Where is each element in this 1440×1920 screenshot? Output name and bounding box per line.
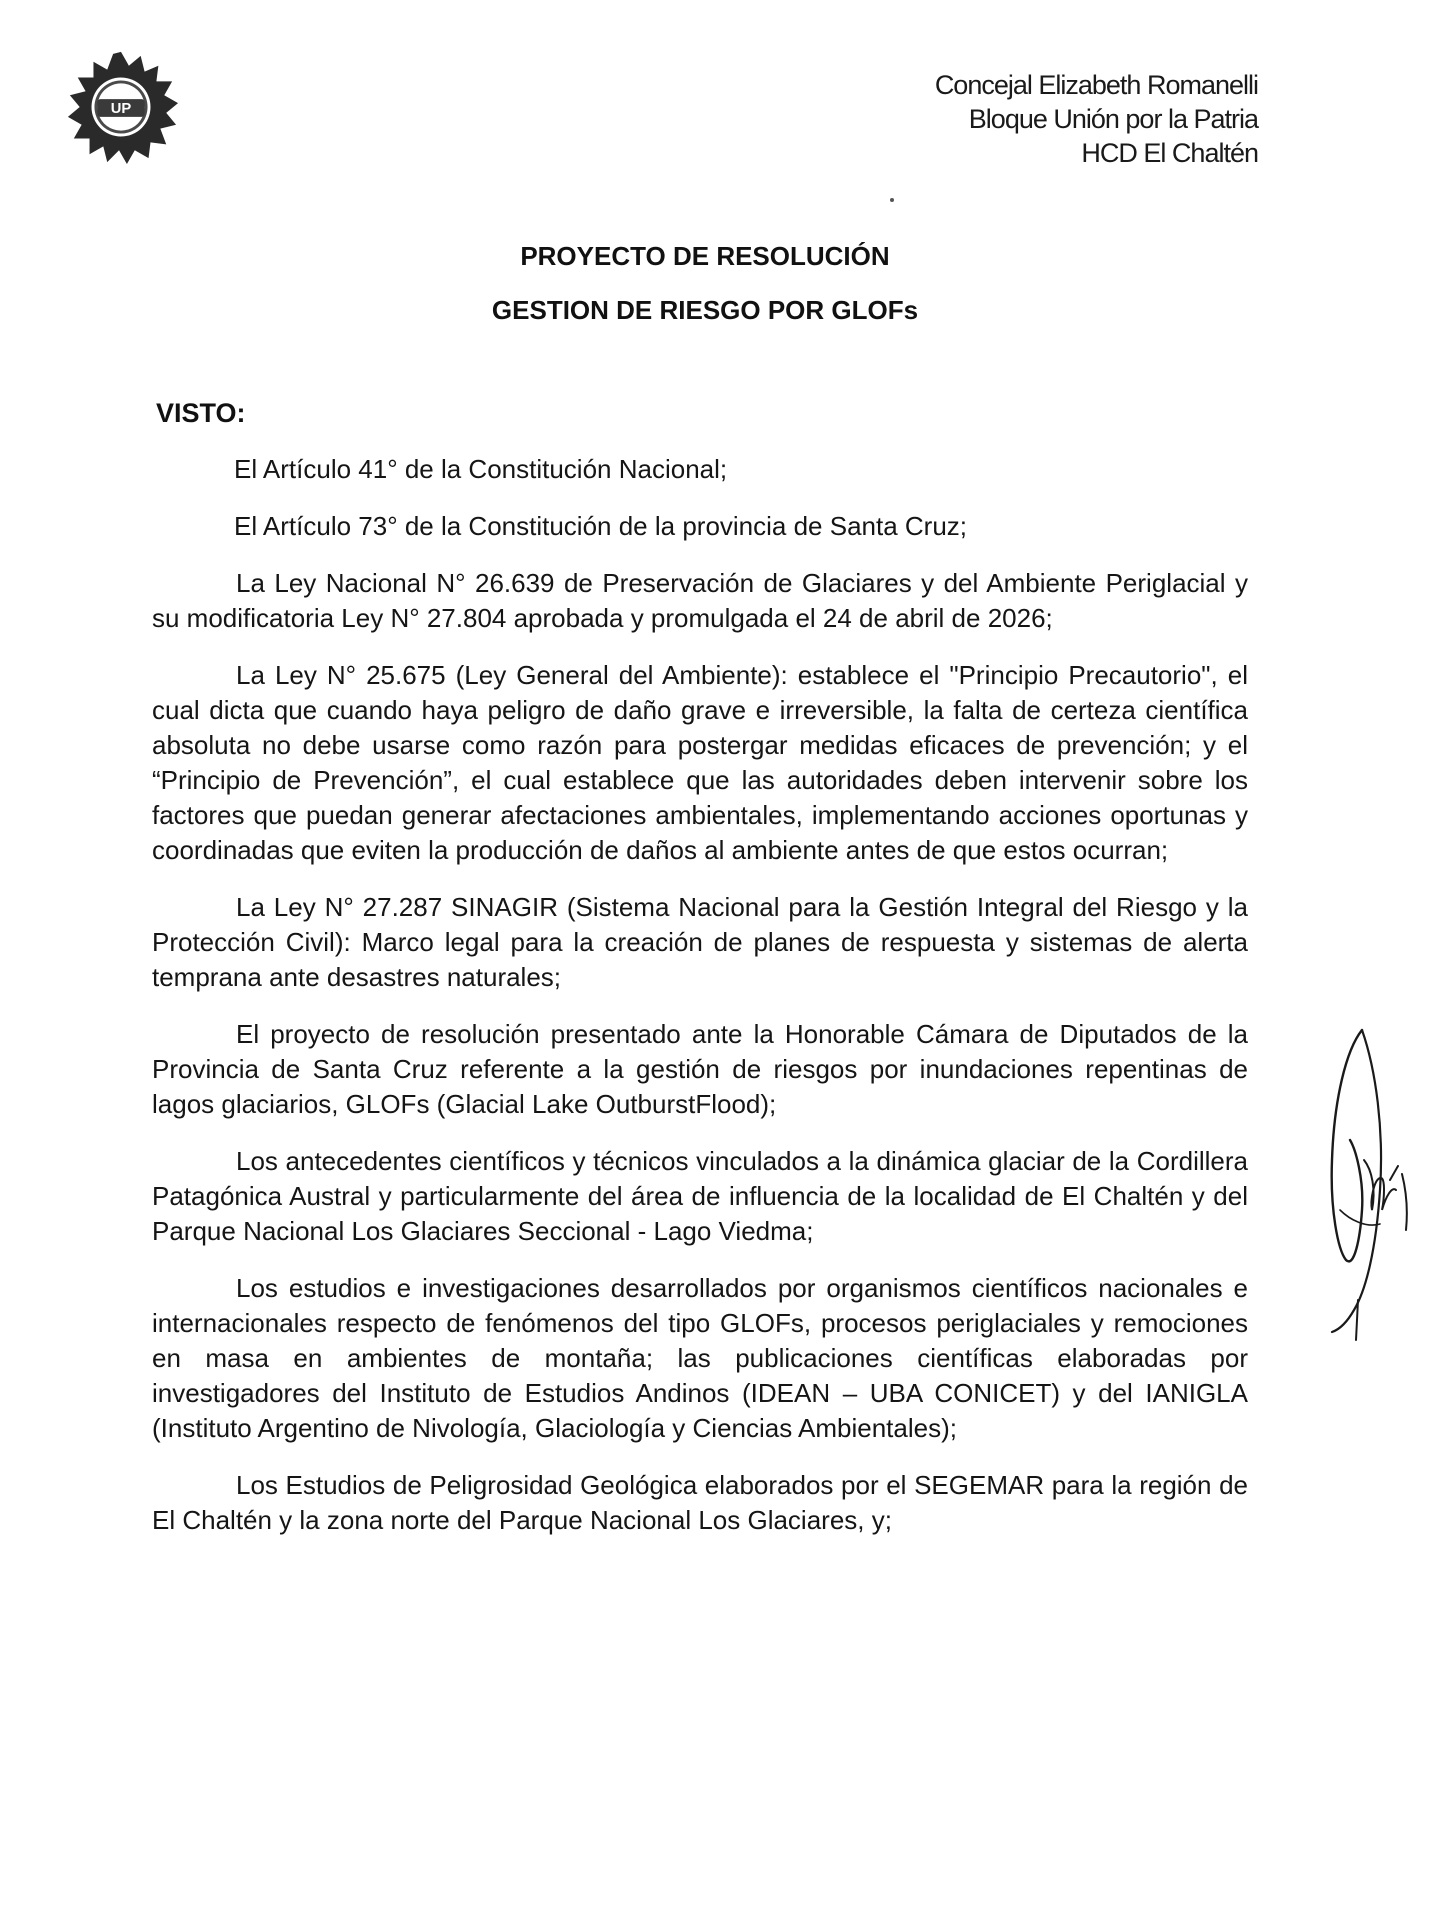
letterhead-councillor: Concejal Elizabeth Romanelli [934,70,1258,100]
visto-paragraph: El proyecto de resolución presentado ante la Honorable Cámara de Diputados de la Provincia de Santa Cruz referente a la gestión de riesgos por inundaciones repentinas de lagos glaciarios, GLOFs (Glacial Lake OutburstFlood); [152,1019,1248,1119]
visto-paragraph: El Artículo 41° de la Constitución Nacional; [234,454,728,484]
visto-paragraph: El Artículo 73° de la Constitución de la provincia de Santa Cruz; [234,511,968,541]
document-title [0,236,1410,330]
visto-body [152,452,1248,1560]
visto-paragraph: La Ley N° 27.287 SINAGIR (Sistema Nacional para la Gestión Integral del Riesgo y la Protección Civil): Marco legal para la creación de planes de respuesta y sistemas de alerta temprana ante desastres naturales; [152,892,1248,992]
visto-heading: VISTO: [156,398,246,428]
party-logo [62,48,180,166]
up-gear-logo-icon [62,48,180,166]
letterhead-bloc: Bloque Unión por la Patria [968,104,1258,134]
visto-paragraph: Los estudios e investigaciones desarrollados por organismos científicos nacionales e internacionales respecto de fenómenos del tipo GLOFs, procesos periglaciales y remociones en masa en ambientes de montaña; las publicaciones científicas elaboradas por investigadores del Instituto de Estudios Andinos (IDEAN – UBA CONICET) y del IANIGLA (Instituto Argentino de Nivología, Glaciología y Ciencias Ambientales); [152,1273,1248,1443]
letterhead-council: HCD El Chaltén [1081,138,1258,168]
visto-paragraph: Los Estudios de Peligrosidad Geológica elaborados por el SEGEMAR para la región de El Chaltén y la zona norte del Parque Nacional Los Glaciares, y; [152,1470,1248,1535]
logo-text: UP [110,100,132,117]
visto-paragraph: La Ley Nacional N° 26.639 de Preservación de Glaciares y del Ambiente Periglacial y su modificatoria Ley N° 27.804 aprobada y promulgada el 24 de abril de 2026; [152,568,1248,633]
title-line-2: GESTION DE RIESGO POR GLOFs [491,295,919,325]
signature-mark-icon [1310,1010,1430,1350]
title-line-1: PROYECTO DE RESOLUCIÓN [520,241,890,271]
scan-speck [890,198,894,202]
visto-paragraph: Los antecedentes científicos y técnicos vinculados a la dinámica glaciar de la Cordillera Patagónica Austral y particularmente del área de influencia de la localidad de El Chaltén y del Parque Nacional Los Glaciares Seccional - Lago Viedma; [152,1146,1248,1246]
letterhead [935,68,1258,170]
handwritten-signature [1310,1010,1430,1350]
visto-paragraph: La Ley N° 25.675 (Ley General del Ambiente): establece el "Principio Precautorio", el cual dicta que cuando haya peligro de daño grave e irreversible, la falta de certeza científica absoluta no debe usarse como razón para postergar medidas eficaces de prevención; y el “Principio de Prevención”, el cual establece que las autoridades deben intervenir sobre los factores que puedan generar afectaciones ambientales, implementando acciones oportunas y coordinadas que eviten la producción de daños al ambiente antes de que estos ocurran; [152,660,1248,865]
